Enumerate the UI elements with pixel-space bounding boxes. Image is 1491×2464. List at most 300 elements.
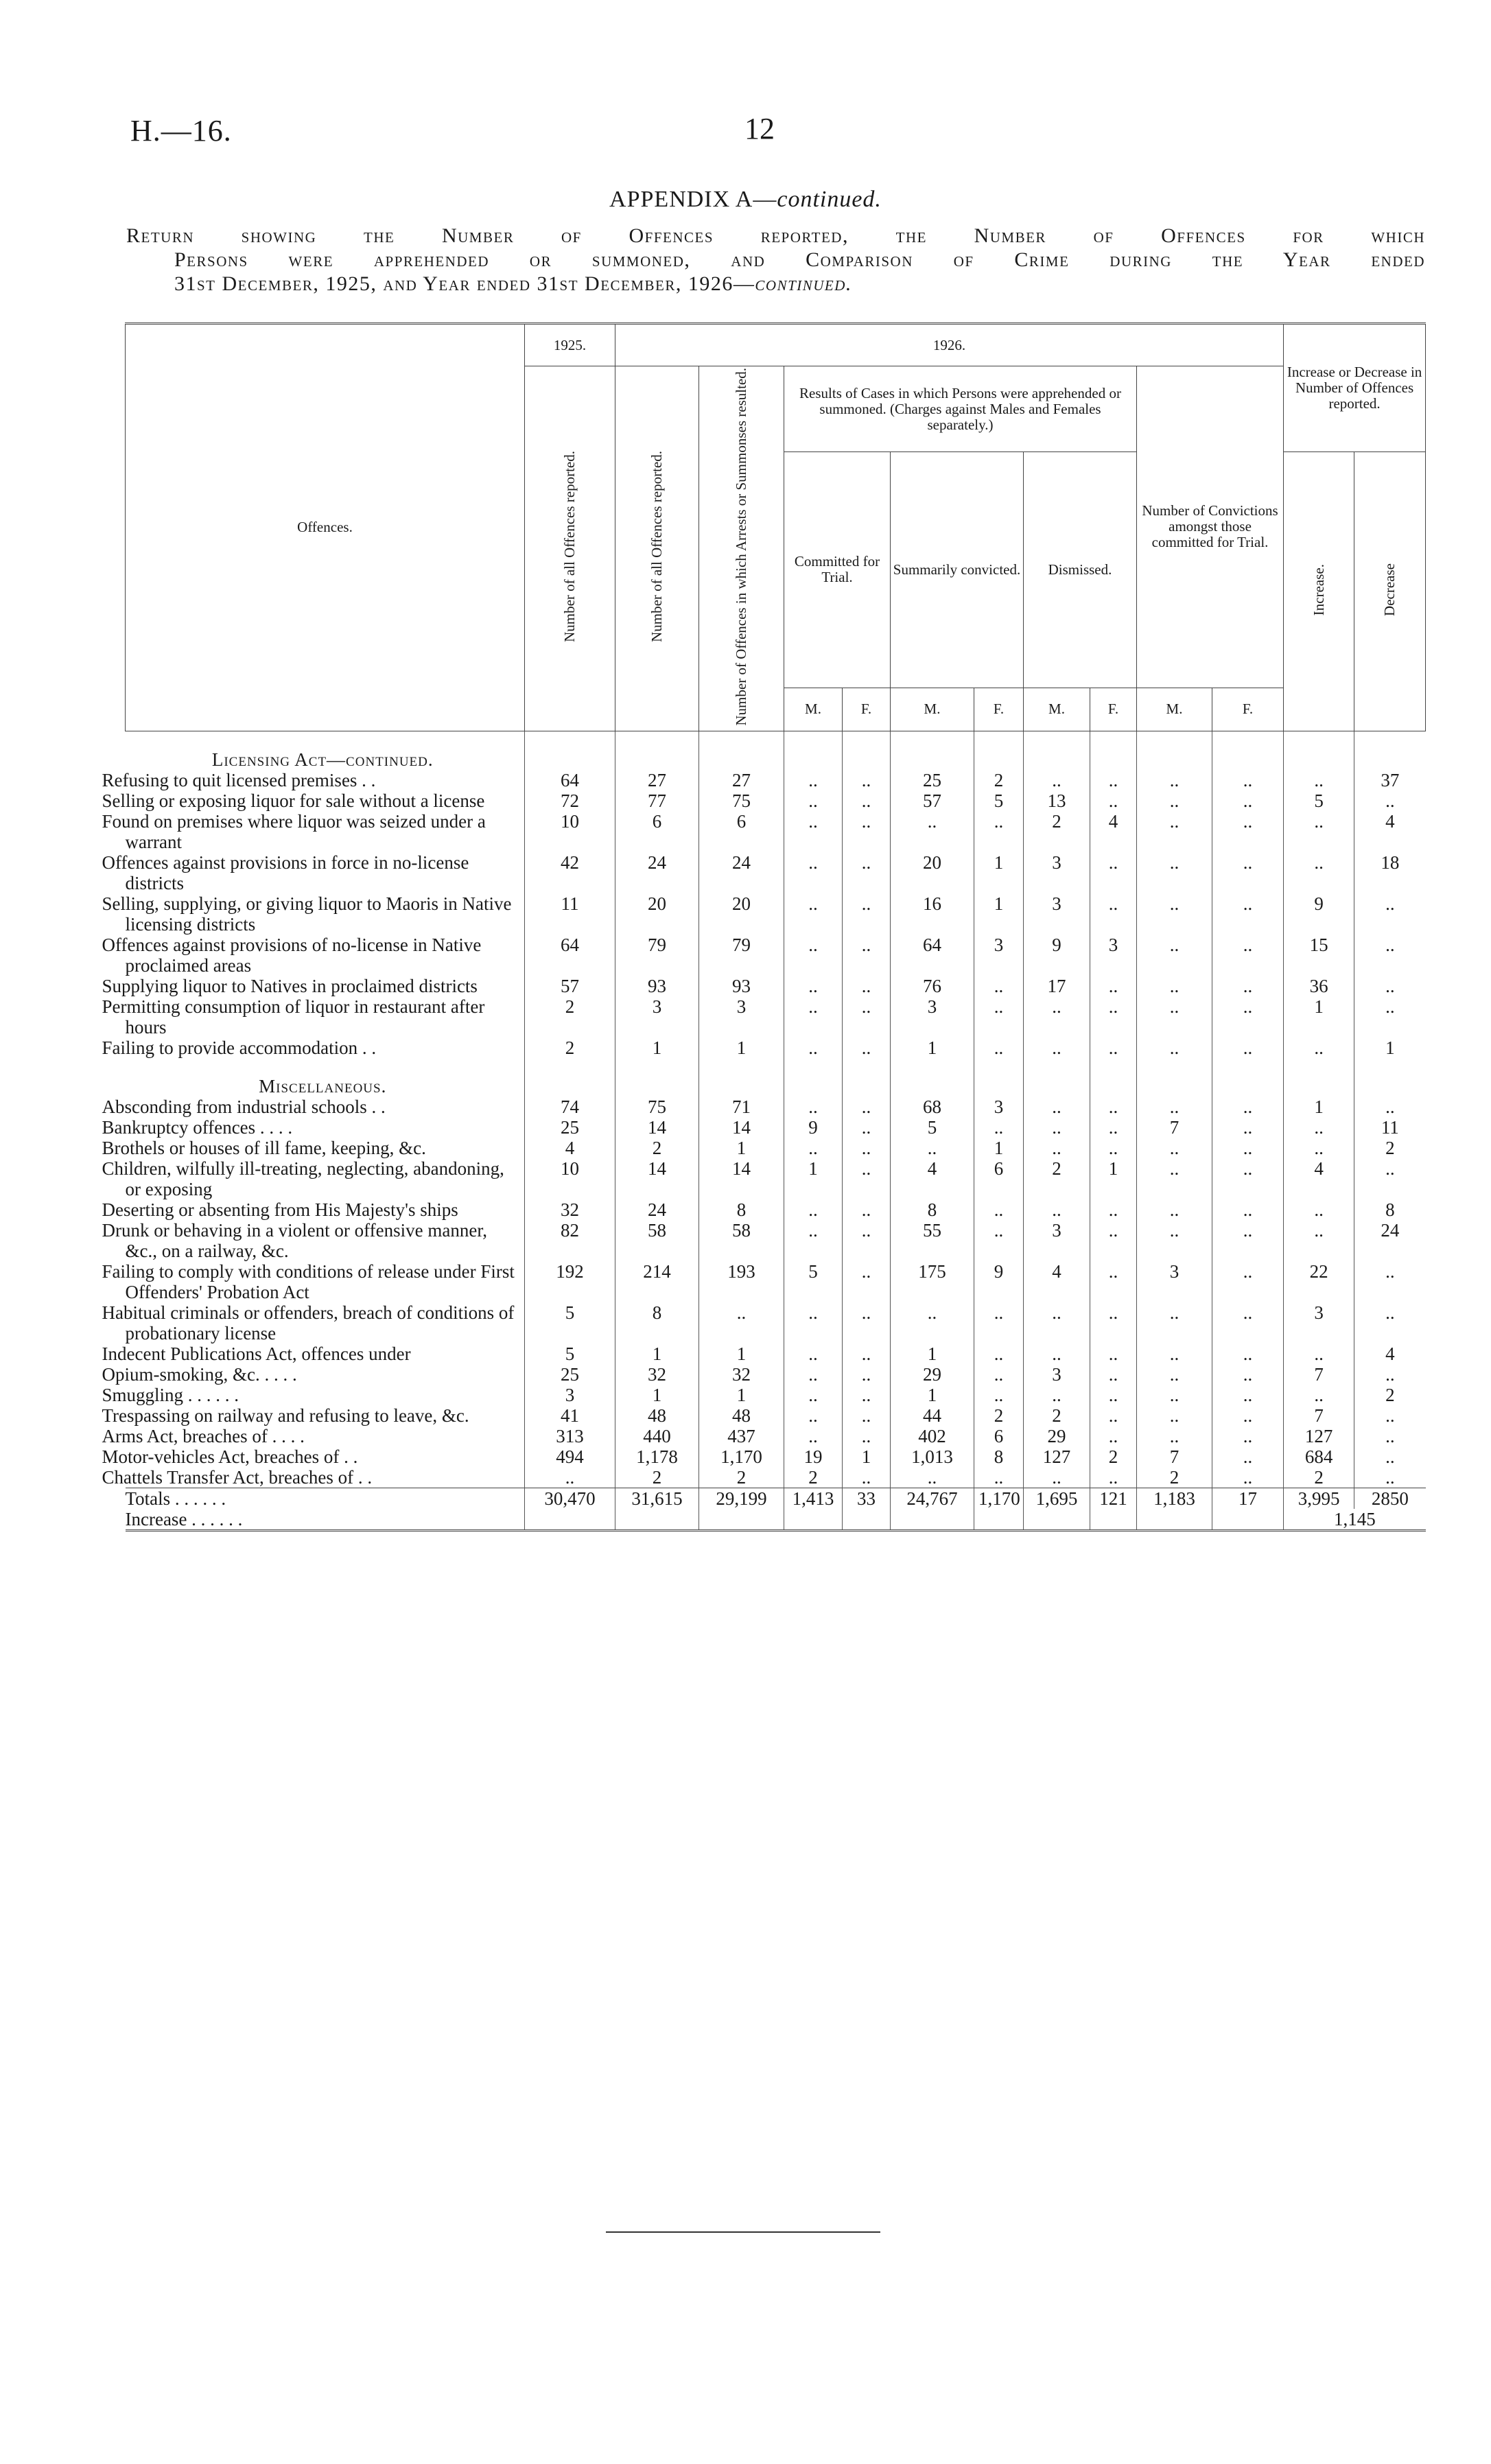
table-row bbox=[126, 1446, 1426, 1467]
cell-value: .. bbox=[843, 1261, 891, 1302]
cell-value: .. bbox=[1354, 1158, 1426, 1199]
cell-value: 3 bbox=[1024, 1364, 1090, 1385]
cell-value: .. bbox=[1284, 770, 1354, 790]
cell-value: 3 bbox=[1024, 852, 1090, 893]
cell-value: .. bbox=[699, 1302, 784, 1344]
cell-value: 3 bbox=[615, 996, 699, 1037]
cell-value: 36 bbox=[1284, 976, 1354, 996]
cell-value: 20 bbox=[615, 893, 699, 935]
cell-value: 2 bbox=[1354, 1138, 1426, 1158]
page-number: 12 bbox=[744, 112, 775, 145]
cell-value: .. bbox=[843, 1096, 891, 1117]
offence-name: Found on premises where liquor was seized under a warrant bbox=[102, 810, 486, 852]
cell-value: 13 bbox=[1024, 790, 1090, 811]
offence-name: Opium-smoking, &c. . . . . bbox=[102, 1363, 297, 1385]
col-dismissed: Dismissed. bbox=[1024, 452, 1137, 688]
cell-value: .. bbox=[1212, 976, 1284, 996]
cell-value: .. bbox=[1137, 1302, 1212, 1344]
col-reported-1925: Number of all Offences reported. bbox=[525, 366, 615, 731]
table-row bbox=[126, 811, 1426, 852]
cell-value: .. bbox=[1090, 1096, 1137, 1117]
cell-value: 20 bbox=[699, 893, 784, 935]
cell-value: .. bbox=[784, 1385, 843, 1405]
cell-value: 79 bbox=[615, 935, 699, 976]
cell-value: 1 bbox=[843, 1446, 891, 1467]
cell-value: .. bbox=[843, 1138, 891, 1158]
cell-value: .. bbox=[784, 1364, 843, 1385]
cell-value: .. bbox=[784, 790, 843, 811]
cell-value: .. bbox=[1090, 1467, 1137, 1488]
cell-value: .. bbox=[1212, 1220, 1284, 1261]
table-row bbox=[126, 1158, 1426, 1199]
cell-value: .. bbox=[1090, 1426, 1137, 1446]
cell-value: .. bbox=[843, 1344, 891, 1364]
cell-value: .. bbox=[1137, 1138, 1212, 1158]
cell-value: .. bbox=[1090, 1037, 1137, 1058]
cell-value: .. bbox=[1137, 852, 1212, 893]
cell-value: 1 bbox=[699, 1385, 784, 1405]
cell-value: 15 bbox=[1284, 935, 1354, 976]
cell-value: .. bbox=[1137, 996, 1212, 1037]
cell-value: .. bbox=[784, 1037, 843, 1058]
cell-value: 2 bbox=[1137, 1467, 1212, 1488]
cell-value: 1 bbox=[891, 1037, 974, 1058]
table-row bbox=[126, 1405, 1426, 1426]
cell-value: 313 bbox=[525, 1426, 615, 1446]
cell-value: 19 bbox=[784, 1446, 843, 1467]
cell-value: .. bbox=[1354, 1302, 1426, 1344]
table-row bbox=[126, 1302, 1426, 1344]
cell-value: 5 bbox=[525, 1302, 615, 1344]
cell-value: 1 bbox=[1284, 996, 1354, 1037]
cell-value: .. bbox=[784, 935, 843, 976]
cell-value: .. bbox=[843, 976, 891, 996]
cell-value: .. bbox=[843, 770, 891, 790]
cell-value: 4 bbox=[1284, 1158, 1354, 1199]
cell-value: .. bbox=[525, 1467, 615, 1488]
cell-value: .. bbox=[1354, 1261, 1426, 1302]
cell-value: .. bbox=[1024, 1302, 1090, 1344]
cell-value: .. bbox=[1024, 996, 1090, 1037]
cell-value: .. bbox=[1024, 1096, 1090, 1117]
cell-value: .. bbox=[843, 1158, 891, 1199]
cell-value: .. bbox=[974, 996, 1024, 1037]
offence-name: Deserting or absenting from His Majesty's ships bbox=[102, 1199, 458, 1220]
table-row bbox=[126, 790, 1426, 811]
cell-value: .. bbox=[1137, 893, 1212, 935]
cell-value: 7 bbox=[1137, 1446, 1212, 1467]
cell-value: 14 bbox=[699, 1117, 784, 1138]
cell-value: 58 bbox=[615, 1220, 699, 1261]
cell-value: .. bbox=[1212, 770, 1284, 790]
cell-value: .. bbox=[974, 811, 1024, 852]
cell-value: 2 bbox=[1090, 1446, 1137, 1467]
cell-value: .. bbox=[1090, 1405, 1137, 1426]
cell-value: .. bbox=[1212, 893, 1284, 935]
document-code: H.—16. bbox=[130, 114, 232, 148]
cell-value: .. bbox=[784, 1302, 843, 1344]
cell-value: 1,170 bbox=[699, 1446, 784, 1467]
col-1925: 1925. bbox=[525, 324, 615, 366]
cell-value: 32 bbox=[525, 1199, 615, 1220]
col-decrease: Decrease bbox=[1354, 452, 1426, 731]
cell-value: .. bbox=[1090, 1199, 1137, 1220]
cell-value: 1 bbox=[699, 1344, 784, 1364]
table-body bbox=[102, 731, 1426, 1530]
closing-rule bbox=[606, 2231, 880, 2233]
cell-value: 127 bbox=[1284, 1426, 1354, 1446]
cell-value: 4 bbox=[891, 1158, 974, 1199]
cell-value: 8 bbox=[891, 1199, 974, 1220]
cell-value: 684 bbox=[1284, 1446, 1354, 1467]
cell-value: 74 bbox=[525, 1096, 615, 1117]
cell-value: .. bbox=[1212, 1302, 1284, 1344]
cell-value: 79 bbox=[699, 935, 784, 976]
cell-value: 3 bbox=[1137, 1261, 1212, 1302]
cell-value: .. bbox=[1212, 1405, 1284, 1426]
cell-value: 127 bbox=[1024, 1446, 1090, 1467]
cell-value: .. bbox=[974, 1199, 1024, 1220]
cell-value: 1,013 bbox=[891, 1446, 974, 1467]
cell-value: 11 bbox=[525, 893, 615, 935]
offence-name: Habitual criminals or offenders, breach of conditions of probationary license bbox=[102, 1302, 515, 1344]
cell-value: .. bbox=[1090, 770, 1137, 790]
col-reported-1926: Number of all Offences reported. bbox=[615, 366, 699, 731]
cell-value: 5 bbox=[525, 1344, 615, 1364]
cell-value: .. bbox=[1354, 1426, 1426, 1446]
cell-value: .. bbox=[843, 1037, 891, 1058]
cell-value: 9 bbox=[784, 1117, 843, 1138]
offence-name: Indecent Publications Act, offences under bbox=[102, 1343, 411, 1364]
cell-value: 10 bbox=[525, 1158, 615, 1199]
offence-name: Absconding from industrial schools . . bbox=[102, 1096, 386, 1117]
cell-value: 4 bbox=[525, 1138, 615, 1158]
cell-value: 14 bbox=[615, 1158, 699, 1199]
cell-value: 68 bbox=[891, 1096, 974, 1117]
cell-value: 64 bbox=[525, 935, 615, 976]
cell-value: .. bbox=[1212, 935, 1284, 976]
offence-name: Arms Act, breaches of . . . . bbox=[102, 1425, 305, 1446]
cell-value: .. bbox=[1284, 1220, 1354, 1261]
offence-name: Drunk or behaving in a violent or offensive manner, &c., on a railway, &c. bbox=[102, 1219, 488, 1261]
cell-value: .. bbox=[1137, 1037, 1212, 1058]
cell-value: .. bbox=[1137, 790, 1212, 811]
cell-value: .. bbox=[843, 1302, 891, 1344]
cell-value: .. bbox=[843, 1426, 891, 1446]
cell-value: 25 bbox=[525, 1117, 615, 1138]
cell-value: 8 bbox=[699, 1199, 784, 1220]
cell-value: 1 bbox=[615, 1037, 699, 1058]
cell-value: .. bbox=[1212, 1364, 1284, 1385]
offence-name: Failing to provide accommodation . . bbox=[102, 1037, 377, 1058]
table-row bbox=[126, 1426, 1426, 1446]
offence-name: Brothels or houses of ill fame, keeping, &c. bbox=[102, 1137, 426, 1158]
cell-value: .. bbox=[784, 1344, 843, 1364]
cell-value: .. bbox=[974, 1385, 1024, 1405]
cell-value: .. bbox=[1212, 1467, 1284, 1488]
cell-value: 1 bbox=[1090, 1158, 1137, 1199]
section-header: Licensing Act—continued. bbox=[126, 731, 1426, 770]
cell-value: 5 bbox=[891, 1117, 974, 1138]
cell-value: .. bbox=[974, 1344, 1024, 1364]
cell-value: .. bbox=[1090, 1138, 1137, 1158]
cell-value: 16 bbox=[891, 893, 974, 935]
cell-value: 2 bbox=[1024, 1158, 1090, 1199]
cell-value: 6 bbox=[615, 811, 699, 852]
cell-value: 8 bbox=[615, 1302, 699, 1344]
cell-value: 3 bbox=[525, 1385, 615, 1405]
cell-value: .. bbox=[1354, 1096, 1426, 1117]
cell-value: 42 bbox=[525, 852, 615, 893]
cell-value: 25 bbox=[891, 770, 974, 790]
cell-value: .. bbox=[1284, 1138, 1354, 1158]
col-convictions: Number of Convictions amongst those committed for Trial. bbox=[1137, 366, 1284, 688]
cell-value: 1 bbox=[974, 852, 1024, 893]
cell-value: 4 bbox=[1024, 1261, 1090, 1302]
cell-value: 3 bbox=[1090, 935, 1137, 976]
cell-value: 8 bbox=[974, 1446, 1024, 1467]
cell-value: 2 bbox=[974, 1405, 1024, 1426]
cell-value: .. bbox=[1137, 1220, 1212, 1261]
cell-value: 75 bbox=[615, 1096, 699, 1117]
col-arrests: Number of Offences in which Arrests or Summonses resulted. bbox=[699, 366, 784, 731]
table-row bbox=[126, 770, 1426, 790]
cell-value: 2 bbox=[615, 1138, 699, 1158]
cell-value: .. bbox=[1212, 1096, 1284, 1117]
cell-value: .. bbox=[1090, 1117, 1137, 1138]
col-results: Results of Cases in which Persons were apprehended or summoned. (Charges against Males and Females separately.) bbox=[784, 366, 1137, 452]
cell-value: 2 bbox=[784, 1467, 843, 1488]
cell-value: .. bbox=[1354, 893, 1426, 935]
cell-value: .. bbox=[1284, 1037, 1354, 1058]
cell-value: .. bbox=[1137, 935, 1212, 976]
table-row bbox=[126, 1138, 1426, 1158]
cell-value: 4 bbox=[1090, 811, 1137, 852]
cell-value: 24 bbox=[615, 1199, 699, 1220]
cell-value: 27 bbox=[615, 770, 699, 790]
cell-value: .. bbox=[1137, 1158, 1212, 1199]
cell-value: 93 bbox=[615, 976, 699, 996]
cell-value: .. bbox=[843, 790, 891, 811]
cell-value: 1 bbox=[615, 1344, 699, 1364]
cell-value: 9 bbox=[1024, 935, 1090, 976]
cell-value: 2 bbox=[1284, 1467, 1354, 1488]
offence-name: Failing to comply with conditions of release under First Offenders' Probation Act bbox=[102, 1260, 515, 1302]
cell-value: 1 bbox=[615, 1385, 699, 1405]
cell-value: 17 bbox=[1024, 976, 1090, 996]
offence-name: Selling or exposing liquor for sale without a license bbox=[102, 790, 485, 811]
cell-value: .. bbox=[784, 1220, 843, 1261]
cell-value: .. bbox=[1090, 1364, 1137, 1385]
appendix-title: APPENDIX A—continued. bbox=[609, 187, 882, 212]
table-row bbox=[126, 1199, 1426, 1220]
cell-value: .. bbox=[1284, 1344, 1354, 1364]
cell-value: .. bbox=[1024, 1117, 1090, 1138]
cell-value: 11 bbox=[1354, 1117, 1426, 1138]
cell-value: 3 bbox=[1024, 893, 1090, 935]
cell-value: 1 bbox=[891, 1344, 974, 1364]
cell-value: .. bbox=[1024, 1385, 1090, 1405]
cell-value: 55 bbox=[891, 1220, 974, 1261]
cell-value: 3 bbox=[699, 996, 784, 1037]
table-row bbox=[126, 1385, 1426, 1405]
cell-value: 5 bbox=[974, 790, 1024, 811]
cell-value: .. bbox=[1284, 1117, 1354, 1138]
cell-value: 14 bbox=[615, 1117, 699, 1138]
cell-value: .. bbox=[784, 852, 843, 893]
cell-value: .. bbox=[843, 1220, 891, 1261]
cell-value: .. bbox=[1090, 790, 1137, 811]
offence-name: Supplying liquor to Natives in proclaimed districts bbox=[102, 975, 478, 996]
cell-value: 32 bbox=[615, 1364, 699, 1385]
cell-value: 5 bbox=[1284, 790, 1354, 811]
cell-value: .. bbox=[974, 1037, 1024, 1058]
cell-value: 77 bbox=[615, 790, 699, 811]
cell-value: 2 bbox=[1354, 1385, 1426, 1405]
cell-value: 1 bbox=[891, 1385, 974, 1405]
cell-value: .. bbox=[1212, 1426, 1284, 1446]
cell-value: .. bbox=[784, 1138, 843, 1158]
cell-value: 24 bbox=[699, 852, 784, 893]
table-row bbox=[126, 893, 1426, 935]
cell-value: 64 bbox=[525, 770, 615, 790]
cell-value: .. bbox=[1090, 893, 1137, 935]
col-inc-dec: Increase or Decrease in Number of Offences reported. bbox=[1284, 324, 1426, 452]
cell-value: 37 bbox=[1354, 770, 1426, 790]
table-row bbox=[126, 935, 1426, 976]
cell-value: 93 bbox=[699, 976, 784, 996]
cell-value: 6 bbox=[699, 811, 784, 852]
cell-value: .. bbox=[1137, 1096, 1212, 1117]
offences-table: Offences. 1925. 1926. Increase or Decrease in Number of Offences reported. Number of all Offences reported. Number of all Offences reported. Number of Offences in which Arrests or Summonses resulted. Results of Cases in which Persons were apprehended or summoned. (Charges against Males and Females separately.) Number of Convictions amongst those committed for Trial. Committed for Trial. Summarily convicted. Dismissed. Increase. Decrease M. F. M. F. M. F. M. F. Licensing Act—continued. Refusing to quit licensed premises . . 64 27 27 .. .. 25 2 .. .. .. .. .. 37 Selling or exposing liquor for sale without a license 72 77 75 .. .. 57 5 13 .. .. .. 5 .. Found on premises where liquor was seized under a warrant 10 6 6 .. .. .. .. 2 4 .. .. .. 4 Offences against provisions in force in no-license districts 42 24 24 .. .. 20 1 3 .. .. .. .. 18 Selling, supplying, or giving liquor to Maoris in Native licensing districts 11 20 20 .. .. 16 1 3 .. .. .. 9 .. Offences against provisions of no-license in Native proclaimed areas 64 79 79 .. .. 64 3 9 3 .. .. 15 .. Supplying liquor to Natives in proclaimed districts 57 93 93 .. .. 76 .. 17 .. .. .. 36 .. Permitting consumption of liquor in restaurant after hours 2 3 3 .. .. 3 .. .. .. .. .. 1 .. Failing to provide accommodation . . 2 1 1 .. .. 1 .. .. .. .. .. .. 1 Miscellaneous. Absconding from industrial schools . . 74 75 71 .. .. 68 3 .. .. .. .. 1 .. Bankruptcy offences . . . . 25 14 14 9 .. 5 .. .. .. 7 .. .. 11 Brothels or houses of ill fame, keeping, &c. 4 2 1 .. .. .. 1 .. .. .. .. .. 2 Children, wilfully ill-treating, neglecting, abandoning, or exposing 10 14 14 1 .. 4 6 2 1 .. .. 4 .. Deserting or absenting from His Majesty's ships 32 24 8 .. .. 8 .. .. .. .. .. .. 8 Drunk or behaving in a violent or offensive manner, &c., on a railway, &c. 82 58 58 .. .. 55 .. 3 .. .. .. .. 24 Failing to comply with conditions of release under First Offenders' Probation Act 192 214 193 5 .. 175 9 4 .. 3 .. 22 .. Habitual criminals or offenders, breach of conditions of probationary license 5 8 .. .. .. .. .. .. .. .. .. 3 .. Indecent Publications Act, offences under 5 1 1 .. .. 1 .. .. .. .. .. .. 4 Opium-smoking, &c. . . . . 25 32 32 .. .. 29 .. 3 .. .. .. 7 .. Smuggling . . . . . . 3 1 1 .. .. 1 .. .. .. .. .. .. 2 Trespassing on railway and refusing to leave, &c. 41 48 48 .. .. 44 2 2 .. .. .. 7 .. Arms Act, breaches of . . . . 313 440 437 .. .. 402 6 29 .. .. .. 127 .. Motor-vehicles Act, breaches of . . 494 1,178 1,170 19 1 1,013 8 127 2 7 .. 684 .. Chattels Transfer Act, breaches of . . .. 2 2 2 .. .. .. .. .. 2 .. 2 .. Totals . . . . . . 30,470 31,615 29,199 1,413 33 24,767 1,170 1,695 121 1,183 17 3,995 2850 Increase . . . . . . 1,145 bbox=[125, 322, 1426, 1532]
cell-value: 175 bbox=[891, 1261, 974, 1302]
cell-value: 64 bbox=[891, 935, 974, 976]
cell-value: 48 bbox=[699, 1405, 784, 1426]
cell-value: .. bbox=[1284, 852, 1354, 893]
cell-value: 402 bbox=[891, 1426, 974, 1446]
cell-value: 4 bbox=[1354, 811, 1426, 852]
cell-value: .. bbox=[1090, 1385, 1137, 1405]
cell-value: .. bbox=[784, 1096, 843, 1117]
cell-value: .. bbox=[1137, 1385, 1212, 1405]
cell-value: .. bbox=[1354, 1364, 1426, 1385]
cell-value: 22 bbox=[1284, 1261, 1354, 1302]
table-row bbox=[126, 1467, 1426, 1488]
cell-value: .. bbox=[784, 1199, 843, 1220]
cell-value: .. bbox=[1212, 1158, 1284, 1199]
offence-name: Offences against provisions in force in no-license districts bbox=[102, 852, 469, 893]
cell-value: .. bbox=[974, 1302, 1024, 1344]
cell-value: 2 bbox=[525, 1037, 615, 1058]
cell-value: .. bbox=[1212, 1385, 1284, 1405]
cell-value: .. bbox=[843, 811, 891, 852]
cell-value: 20 bbox=[891, 852, 974, 893]
cell-value: .. bbox=[1212, 1344, 1284, 1364]
cell-value: 18 bbox=[1354, 852, 1426, 893]
cell-value: 437 bbox=[699, 1426, 784, 1446]
cell-value: .. bbox=[784, 770, 843, 790]
cell-value: .. bbox=[843, 893, 891, 935]
cell-value: 1 bbox=[699, 1138, 784, 1158]
cell-value: .. bbox=[1024, 1199, 1090, 1220]
offence-name: Smuggling . . . . . . bbox=[102, 1384, 239, 1405]
cell-value: .. bbox=[1137, 1426, 1212, 1446]
cell-value: .. bbox=[1024, 1344, 1090, 1364]
cell-value: 1 bbox=[974, 1138, 1024, 1158]
cell-value: 2 bbox=[974, 770, 1024, 790]
offence-name: Motor-vehicles Act, breaches of . . bbox=[102, 1446, 358, 1467]
table-row bbox=[126, 852, 1426, 893]
cell-value: 58 bbox=[699, 1220, 784, 1261]
cell-value: .. bbox=[974, 976, 1024, 996]
cell-value: 57 bbox=[891, 790, 974, 811]
cell-value: .. bbox=[1212, 1037, 1284, 1058]
offence-name: Offences against provisions of no-license in Native proclaimed areas bbox=[102, 934, 482, 976]
cell-value: .. bbox=[1212, 790, 1284, 811]
col-committed: Committed for Trial. bbox=[784, 452, 891, 688]
cell-value: .. bbox=[1284, 1199, 1354, 1220]
cell-value: 5 bbox=[784, 1261, 843, 1302]
cell-value: 44 bbox=[891, 1405, 974, 1426]
col-1926: 1926. bbox=[615, 324, 1284, 366]
offence-name: Permitting consumption of liquor in restaurant after hours bbox=[102, 996, 485, 1037]
totals-row: Totals . . . . . . 30,470 31,615 29,199 1,413 33 24,767 1,170 1,695 121 1,183 17 3,995 2850 bbox=[126, 1488, 1426, 1509]
cell-value: .. bbox=[1090, 996, 1137, 1037]
cell-value: .. bbox=[843, 1117, 891, 1138]
cell-value: 8 bbox=[1354, 1199, 1426, 1220]
cell-value: .. bbox=[1090, 1261, 1137, 1302]
cell-value: .. bbox=[1212, 1261, 1284, 1302]
cell-value: 1 bbox=[1284, 1096, 1354, 1117]
cell-value: 4 bbox=[1354, 1344, 1426, 1364]
cell-value: .. bbox=[1024, 1037, 1090, 1058]
cell-value: .. bbox=[891, 811, 974, 852]
cell-value: .. bbox=[891, 1302, 974, 1344]
cell-value: .. bbox=[843, 1199, 891, 1220]
offence-name: Trespassing on railway and refusing to leave, &c. bbox=[102, 1405, 469, 1426]
cell-value: 1 bbox=[699, 1037, 784, 1058]
cell-value: .. bbox=[1284, 1385, 1354, 1405]
cell-value: 7 bbox=[1284, 1405, 1354, 1426]
cell-value: 1,178 bbox=[615, 1446, 699, 1467]
cell-value: 29 bbox=[891, 1364, 974, 1385]
cell-value: 6 bbox=[974, 1158, 1024, 1199]
offence-name: Refusing to quit licensed premises . . bbox=[102, 769, 376, 790]
cell-value: .. bbox=[1090, 1344, 1137, 1364]
cell-value: .. bbox=[843, 1385, 891, 1405]
cell-value: .. bbox=[784, 1426, 843, 1446]
cell-value: 24 bbox=[1354, 1220, 1426, 1261]
cell-value: .. bbox=[974, 1117, 1024, 1138]
cell-value: 72 bbox=[525, 790, 615, 811]
cell-value: 71 bbox=[699, 1096, 784, 1117]
cell-value: 3 bbox=[1284, 1302, 1354, 1344]
cell-value: 494 bbox=[525, 1446, 615, 1467]
cell-value: 2 bbox=[615, 1467, 699, 1488]
cell-value: .. bbox=[784, 1405, 843, 1426]
table-row bbox=[126, 1096, 1426, 1117]
cell-value: .. bbox=[1137, 1344, 1212, 1364]
cell-value: .. bbox=[1137, 811, 1212, 852]
cell-value: 24 bbox=[615, 852, 699, 893]
cell-value: .. bbox=[1354, 996, 1426, 1037]
cell-value: 440 bbox=[615, 1426, 699, 1446]
cell-value: 82 bbox=[525, 1220, 615, 1261]
cell-value: .. bbox=[1024, 1138, 1090, 1158]
cell-value: .. bbox=[1090, 976, 1137, 996]
cell-value: .. bbox=[843, 1364, 891, 1385]
cell-value: .. bbox=[1090, 852, 1137, 893]
